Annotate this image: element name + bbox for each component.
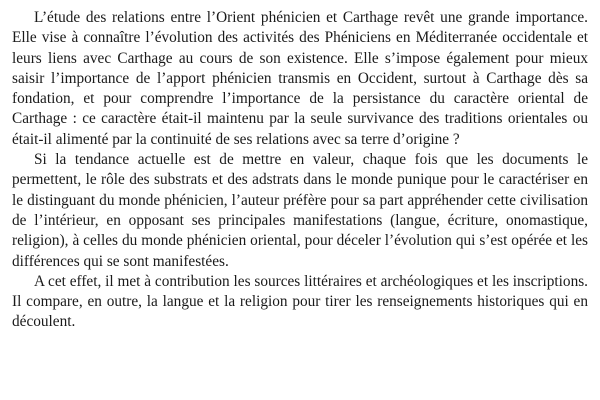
paragraph-2: Si la tendance actuelle est de mettre en valeur, chaque fois que les documents le permettent, le rôle des substrats et des adstrats dans le monde punique pour le caractériser en le distinguant du monde phénicien, l’auteur préfère pour sa part appréhender cette civilisation de l’intérieur, en opposant ses principales manifestations (langue, écriture, onomastique, religion), à celles du monde phénicien oriental, pour déceler l’évolution qui s’est opérée et les différences qui se sont manifestées. (12, 151, 588, 270)
paragraph-1: L’étude des relations entre l’Orient phénicien et Carthage revêt une grande importance. Elle vise à connaître l’évolution des activités des Phéniciens en Méditerranée occidentale et leurs liens avec Carthage au cours de son existence. Elle s’impose également pour mieux saisir l’importance de l’apport phénicien transmis en Occident, surtout à Carthage dès sa fondation, et pour comprendre l’importance de la persistance du caractère oriental de Carthage : ce caractère était-il maintenu par la seule survivance des traditions orientales ou était-il alimenté par la continuité de ses relations avec sa terre d’origine ? (12, 9, 588, 148)
paragraph-3: A cet effet, il met à contribution les sources littéraires et archéologiques et les inscriptions. Il compare, en outre, la langue et la religion pour tirer les renseignements historiques qui en découlent. (12, 272, 588, 331)
